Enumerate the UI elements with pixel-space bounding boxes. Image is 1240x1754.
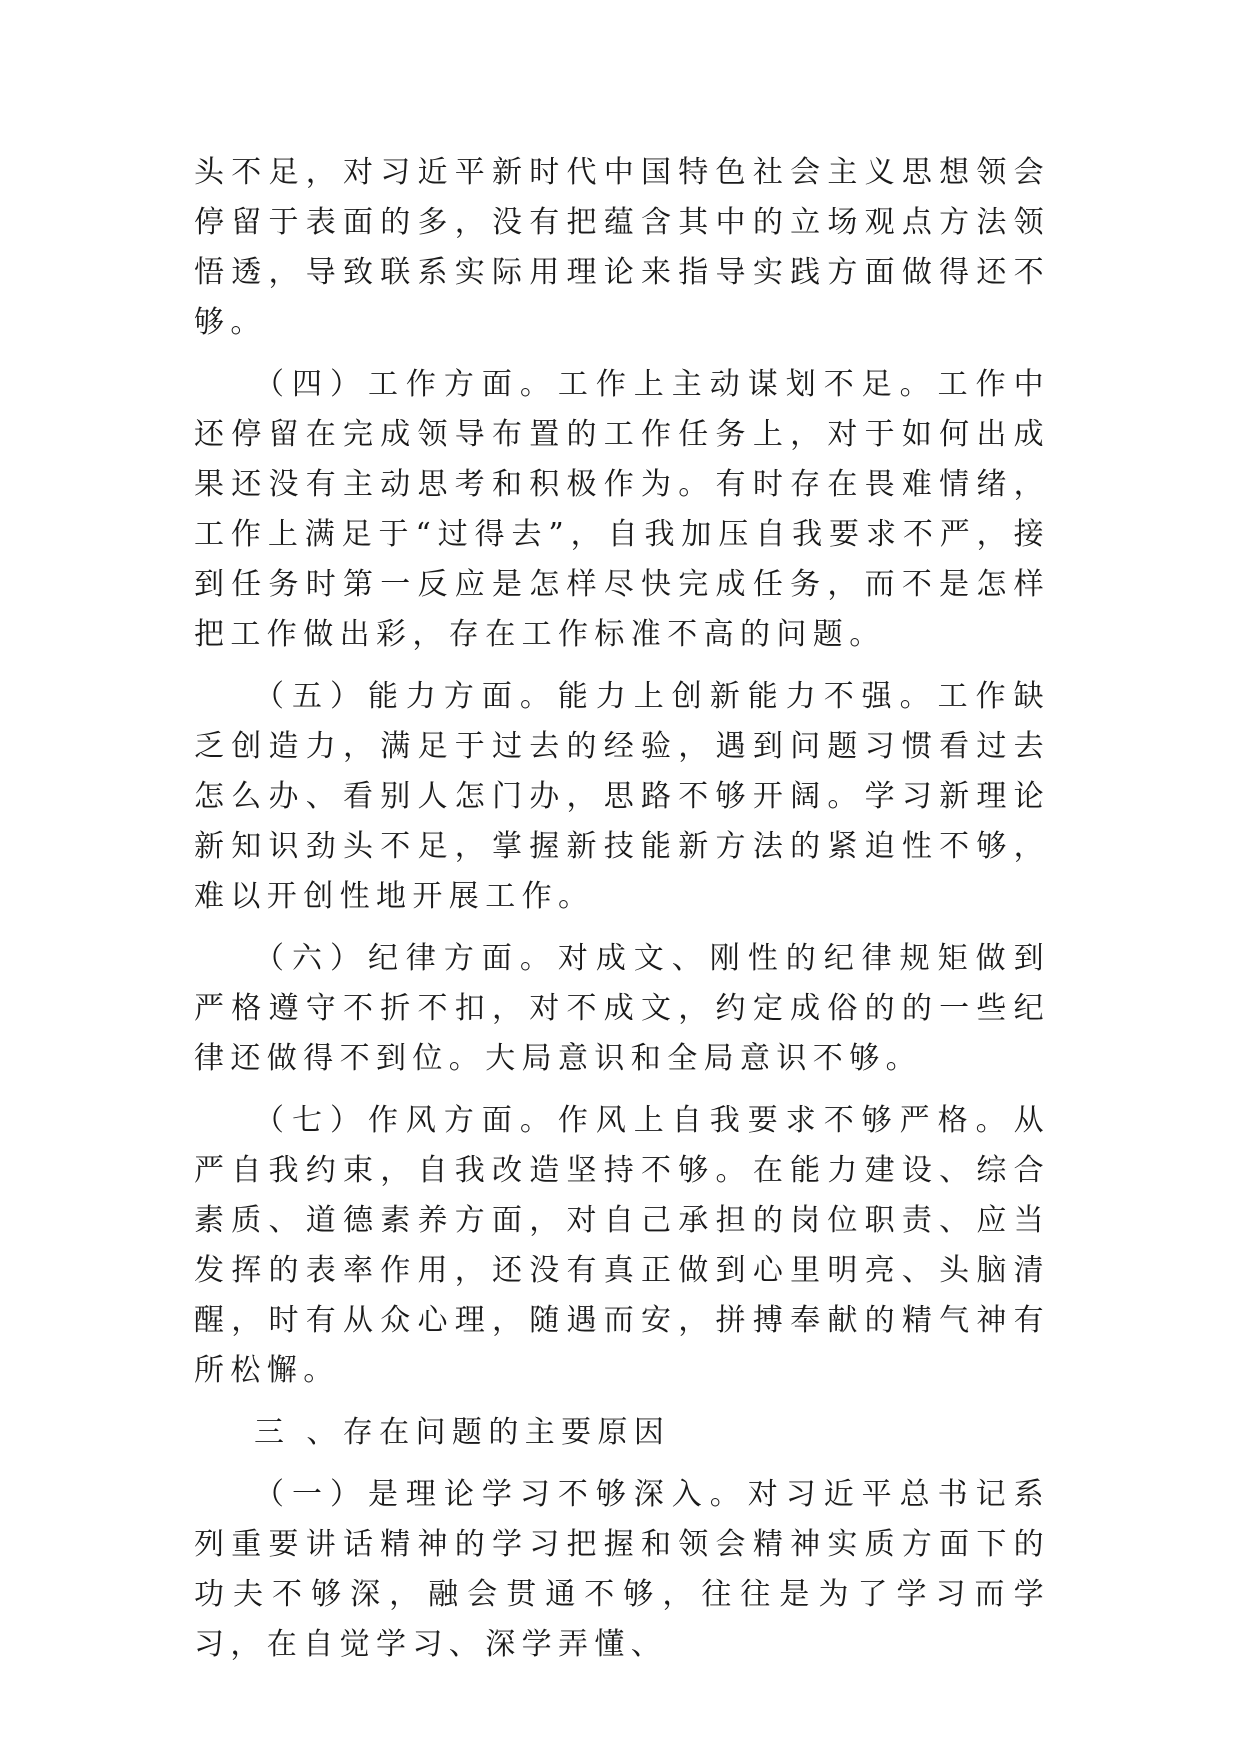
paragraph-discipline-aspect: （六）纪律方面。对成文、刚性的纪律规矩做到严格遵守不折不扣，对不成文，约定成俗的的一些纪律还做得不到位。大局意识和全局意识不够。 <box>194 941 1050 1076</box>
paragraph-ability-aspect: （五）能力方面。能力上创新能力不强。工作缺乏创造力，满足于过去的经验，遇到问题习惯看过去怎么办、看别人怎门办，思路不够开阔。学习新理论新知识劲头不足，掌握新技能新方法的紧迫性不够，难以开创性地开展工作。 <box>194 679 1050 914</box>
paragraph-continuation: 头不足，对习近平新时代中国特色社会主义思想领会停留于表面的多，没有把蕴含其中的立场观点方法领悟透，导致联系实际用理论来指导实践方面做得还不够。 <box>194 155 1050 340</box>
paragraph-style-aspect: （七）作风方面。作风上自我要求不够严格。从严自我约束，自我改造坚持不够。在能力建设、综合素质、道德素养方面，对自己承担的岗位职责、应当发挥的表率作用，还没有真正做到心里明亮、头脑清醒，时有从众心理，随遇而安，拼搏奉献的精气神有所松懈。 <box>194 1103 1050 1388</box>
paragraph-work-aspect: （四）工作方面。工作上主动谋划不足。工作中还停留在完成领导布置的工作任务上，对于如何出成果还没有主动思考和积极作为。有时存在畏难情绪，工作上满足于“过得去”，自我加压自我要求不严，接到任务时第一反应是怎样尽快完成任务，而不是怎样把工作做出彩，存在工作标准不高的问题。 <box>194 367 1050 652</box>
paragraph-theory-study: （一）是理论学习不够深入。对习近平总书记系列重要讲话精神的学习把握和领会精神实质方面下的功夫不够深，融会贯通不够，往往是为了学习而学习，在自觉学习、深学弄懂、 <box>194 1477 1050 1662</box>
section-heading-main-causes: 三 、存在问题的主要原因 <box>254 1415 671 1450</box>
document-body <box>194 148 1050 1670</box>
